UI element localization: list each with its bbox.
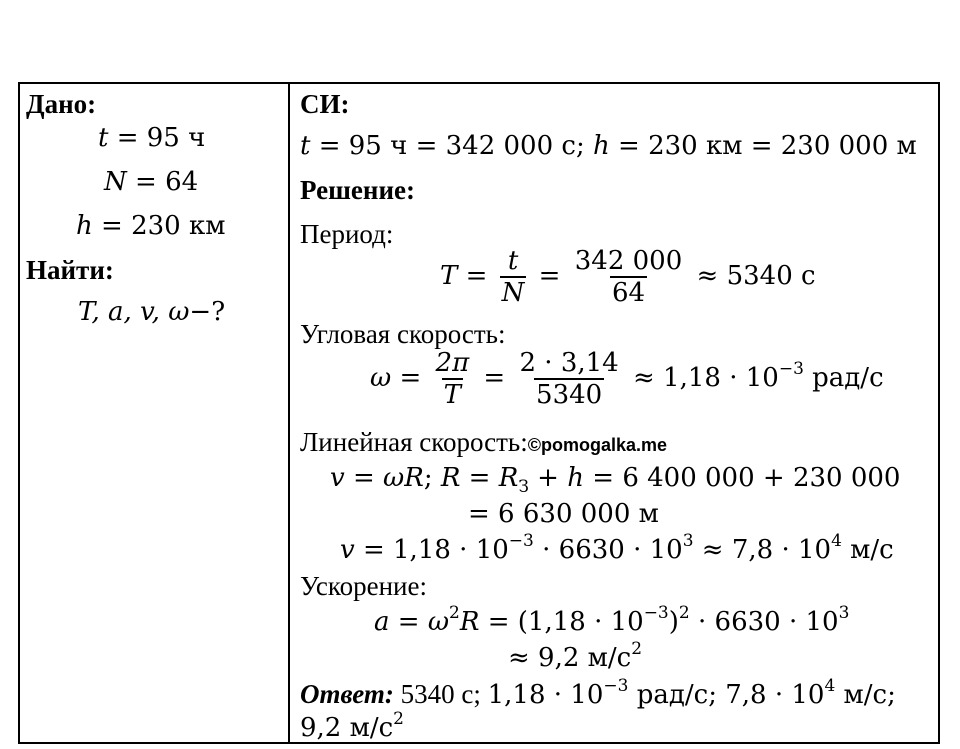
linear-line-1: v = ωR; $R = R_З + h = 6$ 400 000 + 230 000: [330, 463, 901, 497]
solution-table: [18, 82, 940, 744]
accel-line-1: $a = \omega^2R = (1,18 \cdot 10^{-3})^2 \cdot 6630 \cdot 10^3$: [374, 603, 850, 637]
answer-line-1: Ответ: 5340 с; $1,18 \cdot 10^{-3}$ рад/с; $7,8 \cdot 10^4$ м/с;: [300, 676, 896, 710]
given-column: [20, 84, 290, 742]
accel-label: Ускорение:: [300, 571, 427, 601]
period-fraction-2: $\frac{342 000}{64}$: [574, 246, 683, 308]
solution-heading: Решение:: [300, 175, 415, 205]
answer-line-2: 9,2 $м/с^2$: [300, 709, 404, 743]
watermark: ©pomogalka.me: [527, 435, 668, 455]
given-n: N = 64: [104, 167, 199, 197]
find-vars: T, a, v, ω−?: [78, 297, 226, 327]
linear-line-3: $v = 1,18 \cdot 10^{-3} \cdot 6630 \cdot 10^3 \approx 7,8 \cdot 10^4$ м/с: [340, 531, 894, 565]
period-formula: T = $\frac{t}{N}$ = $\frac{342 000}{64}$ ≈ 5340 с: [440, 246, 816, 308]
angular-formula: ω = $\frac{2\pi}{T}$ = $\frac{2 \cdot 3,14}{5340}$ ≈ $1,18 \cdot 10^{-3}$ рад/с: [370, 348, 884, 410]
given-heading: Дано:: [26, 89, 97, 119]
linear-label: Линейная скорость:©pomogalka.me: [300, 427, 668, 457]
given-h: h = 230 км: [76, 211, 226, 241]
find-heading: Найти:: [26, 255, 114, 285]
accel-line-2: ≈ 9,2 $м/с^2$: [508, 639, 643, 673]
angular-fraction-1: $\frac{2\pi}{T}$: [435, 348, 470, 410]
answer-label: Ответ:: [300, 679, 394, 709]
si-line: t = 95 ч = 342 000 с; h = 230 км = 230 000 м: [300, 131, 917, 161]
angular-fraction-2: $\frac{2 \cdot 3,14}{5340}$: [519, 348, 619, 410]
solution-column: [290, 84, 938, 742]
given-t: t = 95 ч: [98, 123, 206, 153]
si-heading: СИ:: [300, 89, 350, 119]
period-label: Период:: [300, 219, 394, 249]
linear-line-2: = 6 630 000 м: [468, 499, 659, 529]
angular-label: Угловая скорость:: [300, 319, 506, 349]
period-fraction-1: $\frac{t}{N}$: [501, 246, 525, 308]
